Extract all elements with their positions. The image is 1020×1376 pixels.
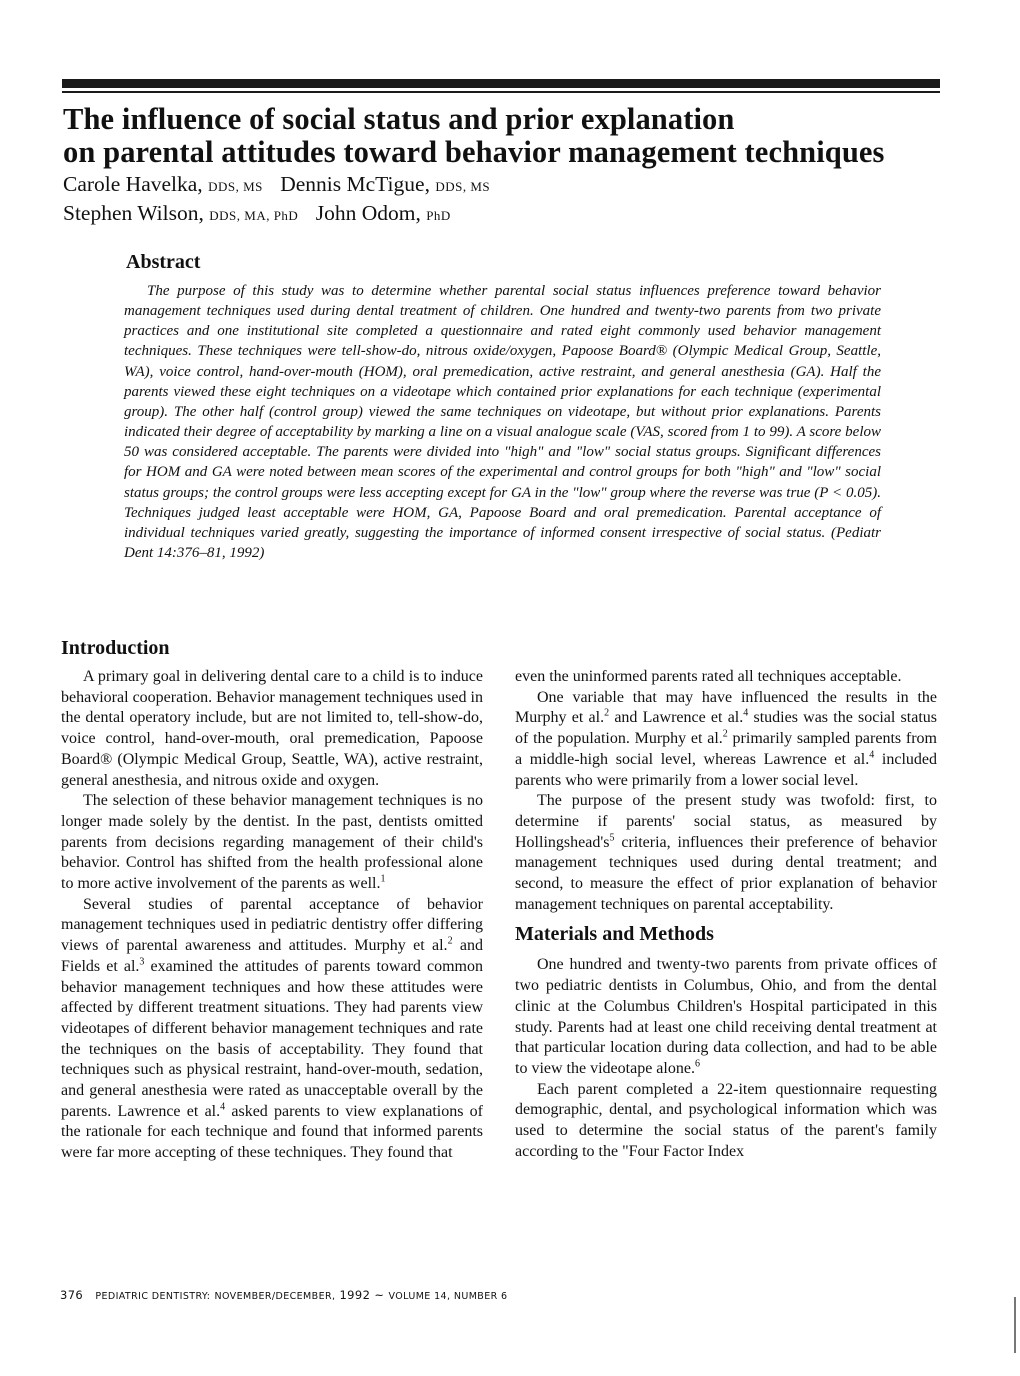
- author-name: Stephen Wilson,: [63, 201, 204, 225]
- intro-paragraph-3-text-c: examined the attitudes of parents toward common behavior management techniques and how these attitudes were affected by different treatment situations. They had parents view videotapes of different behavior management techniques and rate the techniques on the basis of acceptability. They found that techniques such as physical restraint, hand-over-mouth, sedation, and general anesthesia were rated as unacceptable overall by the parents. Lawrence et al.: [61, 957, 483, 1120]
- author-name: Dennis McTigue,: [280, 172, 430, 196]
- intro-paragraph-4: even the uninformed parents rated all techniques acceptable.: [515, 668, 902, 685]
- author-line-2: [63, 200, 943, 229]
- article-title-line-2: on parental attitudes toward behavior management techniques: [63, 135, 885, 169]
- author-entry: [280, 172, 490, 196]
- intro-paragraph-3-text-a: Several studies of parental acceptance of behavior management techniques used in pediatric dentistry offer differing views of parental awareness and attitudes. Murphy et al.: [61, 895, 483, 955]
- page-number: 376: [60, 1288, 84, 1302]
- volume-number: VOLUME 14, NUMBER 6: [388, 1291, 508, 1302]
- intro-paragraph-5-text-d: primarily sampled parents from a middle-high social level, whereas Lawrence et al.: [515, 730, 937, 768]
- abstract-text: The purpose of this study was to determine whether parental social status influences preference toward behavior management techniques used during dental treatment of children. One hundred and twenty-two parents from two private practices and one institutional site completed a questionnaire and rated eight commonly used behavior management techniques. These techniques were tell-show-do, nitrous oxide/oxygen, Papoose Board® (Olympic Medical Group, Seattle, WA), voice control, hand-over-mouth (HOM), oral premedication, active restraint, and general anesthesia (GA). Half the parents viewed these eight techniques on a videotape which contained prior explanations for each technique (experimental group). The other half (control group) viewed the same techniques on videotape, but without prior explanations. Parents indicated their degree of acceptability by marking a line on a visual analogue scale (VAS, scored from 1 to 99). A score below 50 was considered acceptable. The parents were divided into "high" and "low" social status groups. Significant differences for HOM and GA were noted between mean scores of the experimental and control groups for both "high" and "low" social status groups; the control groups were less accepting except for GA in the "low" group where the reverse was true (P < 0.05). Techniques judged least acceptable were HOM, GA, Papoose Board and oral premedication. Parental acceptance of individual techniques varied greatly, suggesting the importance of informed consent irrespective of social status. (Pediatr Dent 14:376–81, 1992): [124, 283, 881, 562]
- citation-ref: 4: [220, 1101, 226, 1113]
- footer-separator: ~: [374, 1288, 385, 1302]
- intro-paragraph-6-text-a: The purpose of the present study was twofold: first, to determine if parents' social status, as measured by Hollingshead's: [515, 792, 937, 851]
- intro-paragraph-2-text: The selection of these behavior management techniques is no longer made solely by the dentist. In the past, dentists omitted parents from decisions regarding management of their child's behavior. Control has shifted from the health professional alone to more active involvement of the parents as well.: [61, 792, 483, 893]
- abstract-heading: Abstract: [126, 251, 201, 273]
- intro-paragraph-2: [61, 791, 483, 895]
- article-title: [63, 103, 943, 169]
- citation-ref: 2: [722, 728, 728, 740]
- author-entry: [63, 201, 298, 225]
- intro-paragraph-3: [61, 895, 483, 1164]
- author-degrees: DDS, MS: [208, 179, 263, 194]
- intro-paragraph-6: [515, 791, 937, 915]
- author-line-1: [63, 171, 943, 200]
- citation-ref: 2: [447, 935, 453, 947]
- citation-ref: 1: [380, 873, 386, 885]
- methods-heading: Materials and Methods: [515, 923, 714, 946]
- citation-ref: 3: [139, 956, 145, 968]
- intro-paragraph-3-text-d: asked parents to view explanations of the rationale for each technique and found that informed parents were far more accepting of these techniques. They found that: [61, 1102, 484, 1162]
- left-column: [61, 635, 483, 1164]
- intro-paragraph-5-text-a: One variable that may have influenced the results in the Murphy et al.: [515, 688, 937, 727]
- header-rule-thick: [62, 79, 940, 88]
- intro-paragraph-3-text-b: and Fields et al.: [61, 937, 483, 975]
- intro-paragraph-5: [515, 688, 937, 792]
- methods-paragraph-1: [515, 955, 937, 1079]
- issue-months: NOVEMBER/DECEMBER,: [214, 1291, 336, 1302]
- scan-edge-mark: [1014, 1297, 1016, 1353]
- intro-paragraph-5-text-c: studies was the social status of the population. Murphy et al.: [515, 709, 937, 748]
- author-entry: [316, 201, 451, 225]
- citation-ref: 4: [869, 749, 875, 761]
- author-name: Carole Havelka,: [63, 172, 203, 196]
- author-list: [63, 171, 943, 229]
- page-footer: [60, 1288, 508, 1302]
- author-degrees: PhD: [426, 208, 451, 223]
- issue-year: 1992: [339, 1288, 371, 1302]
- intro-paragraph-5-text-e: included parents who were primarily from a lower social level.: [515, 750, 938, 789]
- journal-name: PEDIATRIC DENTISTRY:: [95, 1291, 211, 1302]
- intro-paragraph-1: A primary goal in delivering dental care to a child is to induce behavioral cooperation. Behavior management techniques used in the dental operatory include, but are not limited to, tell-show-do, voice control, hand-over-mouth, oral premedication, Papoose Board® (Olympic Medical Group, Seattle, WA), active restraint, general anesthesia, and nitrous oxide and oxygen.: [61, 668, 483, 789]
- author-degrees: DDS, MS: [435, 179, 491, 194]
- header-rule-thin: [62, 91, 940, 93]
- author-name: John Odom,: [315, 201, 421, 225]
- author-degrees: DDS, MA, PhD: [209, 208, 299, 223]
- author-entry: [63, 172, 263, 196]
- intro-paragraph-6-text-b: criteria, influences their preference of behavior management techniques used during dental treatment; and second, to measure the effect of prior explanation of behavior management techniques on parental acceptability.: [515, 833, 937, 913]
- intro-paragraph-5-text-b: and Lawrence et al.: [609, 709, 744, 727]
- methods-paragraph-2: Each parent completed a 22-item questionnaire requesting demographic, dental, and psychological information which was used to determine the social status of the parent's family according to the "Four Factor Index: [515, 1080, 937, 1160]
- citation-ref: 5: [609, 832, 615, 844]
- right-column: [515, 667, 937, 1162]
- citation-ref: 6: [694, 1058, 700, 1070]
- introduction-heading: Introduction: [61, 637, 170, 659]
- citation-ref: 4: [743, 708, 749, 720]
- citation-ref: 2: [604, 708, 610, 720]
- methods-paragraph-1-text: One hundred and twenty-two parents from private offices of two pediatric dentists in Columbus, Ohio, and from the dental clinic at the Columbus Children's Hospital participated in this study. Parents had at least one child receiving dental treatment at that particular location during data collection, and had to be able to view the videotape alone.: [515, 956, 937, 1077]
- article-title-line-1: The influence of social status and prior explanation: [63, 102, 735, 136]
